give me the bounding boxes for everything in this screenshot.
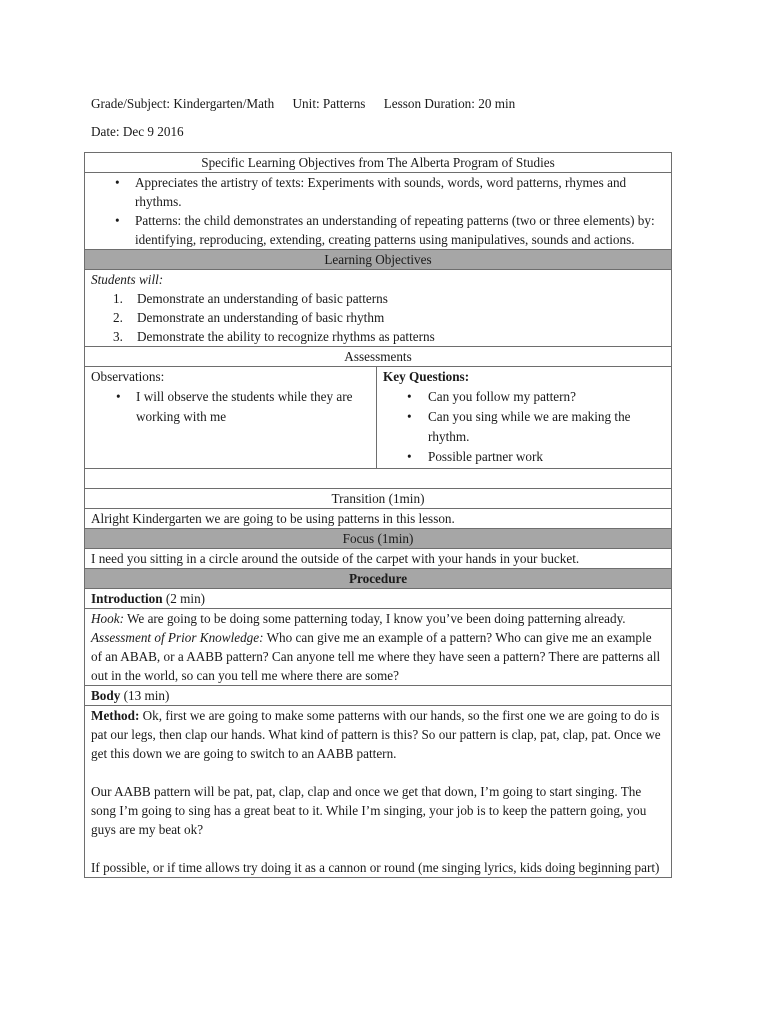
list-item: • Can you follow my pattern? xyxy=(383,387,665,407)
students-will-label: Students will: xyxy=(91,272,164,287)
focus-text: I need you sitting in a circle around the outside of the carpet with your hands in your bucket. xyxy=(85,549,672,569)
hook-label: Hook: xyxy=(91,611,124,626)
body-time: (13 min) xyxy=(120,688,170,703)
grade-subject: Grade/Subject: Kindergarten/Math xyxy=(91,96,275,111)
list-item: • Can you sing while we are making the rhythm. xyxy=(383,407,665,447)
introduction-label: Introduction xyxy=(91,591,163,606)
method-paragraph xyxy=(91,706,665,763)
observations-label: Observations: xyxy=(91,369,165,384)
body-row xyxy=(85,686,672,706)
lesson-plan-table xyxy=(84,152,672,878)
list-item: 3. Demonstrate the ability to recognize rhythms as patterns xyxy=(113,329,435,344)
learning-objectives-list xyxy=(91,289,665,346)
header-line xyxy=(91,94,515,113)
procedure-heading-row xyxy=(85,569,672,589)
assessments-heading-row xyxy=(85,347,672,367)
list-item: 1. Demonstrate an understanding of basic patterns xyxy=(113,291,388,306)
observations-list xyxy=(91,387,370,427)
transition-heading: Transition (1min) xyxy=(85,489,672,509)
list-item: • Appreciates the artistry of texts: Experiments with sounds, words, word patterns, rhymes and rhythms. xyxy=(91,173,665,211)
key-questions-list xyxy=(383,387,665,467)
transition-heading-row xyxy=(85,489,672,509)
specific-objectives-list xyxy=(91,173,665,249)
body-label: Body xyxy=(91,688,121,703)
observations-cell xyxy=(85,367,377,469)
transition-text: Alright Kindergarten we are going to be using patterns in this lesson. xyxy=(85,509,672,529)
spacer-row xyxy=(85,469,672,489)
procedure-heading: Procedure xyxy=(85,569,672,589)
hook-paragraph xyxy=(91,609,665,628)
assessments-row xyxy=(85,367,672,469)
focus-heading: Focus (1min) xyxy=(85,529,672,549)
specific-objectives-heading-row xyxy=(85,153,672,173)
prior-knowledge-text: Who can give me an example of a pattern? Who can give me an example of an ABAB, or a AABB pattern? Can anyone tell me where they have seen a pattern? There are patterns all out in the world, so can you tell me where there are some? xyxy=(91,630,661,683)
learning-objectives-heading-row xyxy=(85,250,672,270)
hook-text: We are going to be doing some patterning today, I know you’ve been doing patterning already. xyxy=(123,611,626,626)
body-content-row xyxy=(85,706,672,878)
lesson-duration: Lesson Duration: 20 min xyxy=(383,96,516,111)
introduction-content-row xyxy=(85,609,672,686)
cannon-paragraph: If possible, or if time allows try doing it as a cannon or round (me singing lyrics, kids doing beginning part) xyxy=(91,860,660,875)
aabb-paragraph: Our AABB pattern will be pat, pat, clap, clap and once we get that down, I’m going to start singing. The song I’m going to sing has a great beat to it. While I’m singing, your job is to keep the pattern going, you guys are my beat ok? xyxy=(91,784,647,837)
list-item: • Possible partner work xyxy=(383,447,665,467)
introduction-row xyxy=(85,589,672,609)
list-item: • I will observe the students while they are working with me xyxy=(91,387,370,427)
prior-knowledge-label: Assessment of Prior Knowledge: xyxy=(91,630,264,645)
introduction-time: (2 min) xyxy=(162,591,206,606)
method-text: Ok, first we are going to make some patterns with our hands, so the first one we are going to do is pat our legs, then clap our hands. What kind of pattern is this? So our pattern is clap, pat, clap, pat. Once we get this down we are going to switch to an AABB pattern. xyxy=(91,708,661,761)
specific-objectives-heading: Specific Learning Objectives from The Alberta Program of Studies xyxy=(85,153,672,173)
key-questions-label: Key Questions: xyxy=(383,369,470,384)
date: Date: Dec 9 2016 xyxy=(91,124,184,139)
key-questions-cell xyxy=(377,367,672,469)
date-line xyxy=(91,122,184,141)
prior-knowledge-paragraph xyxy=(91,628,665,685)
method-label: Method: xyxy=(91,708,140,723)
specific-objectives-row xyxy=(85,173,672,250)
list-item: • Patterns: the child demonstrates an understanding of repeating patterns (two or three elements) by: identifying, reproducing, extending, creating patterns using manipulatives, sounds and actions. xyxy=(91,211,665,249)
transition-row xyxy=(85,509,672,529)
unit: Unit: Patterns xyxy=(292,96,366,111)
list-item: 2. Demonstrate an understanding of basic rhythm xyxy=(113,310,385,325)
learning-objectives-row xyxy=(85,270,672,347)
learning-objectives-heading: Learning Objectives xyxy=(85,250,672,270)
focus-heading-row xyxy=(85,529,672,549)
assessments-heading: Assessments xyxy=(85,347,672,367)
focus-row xyxy=(85,549,672,569)
